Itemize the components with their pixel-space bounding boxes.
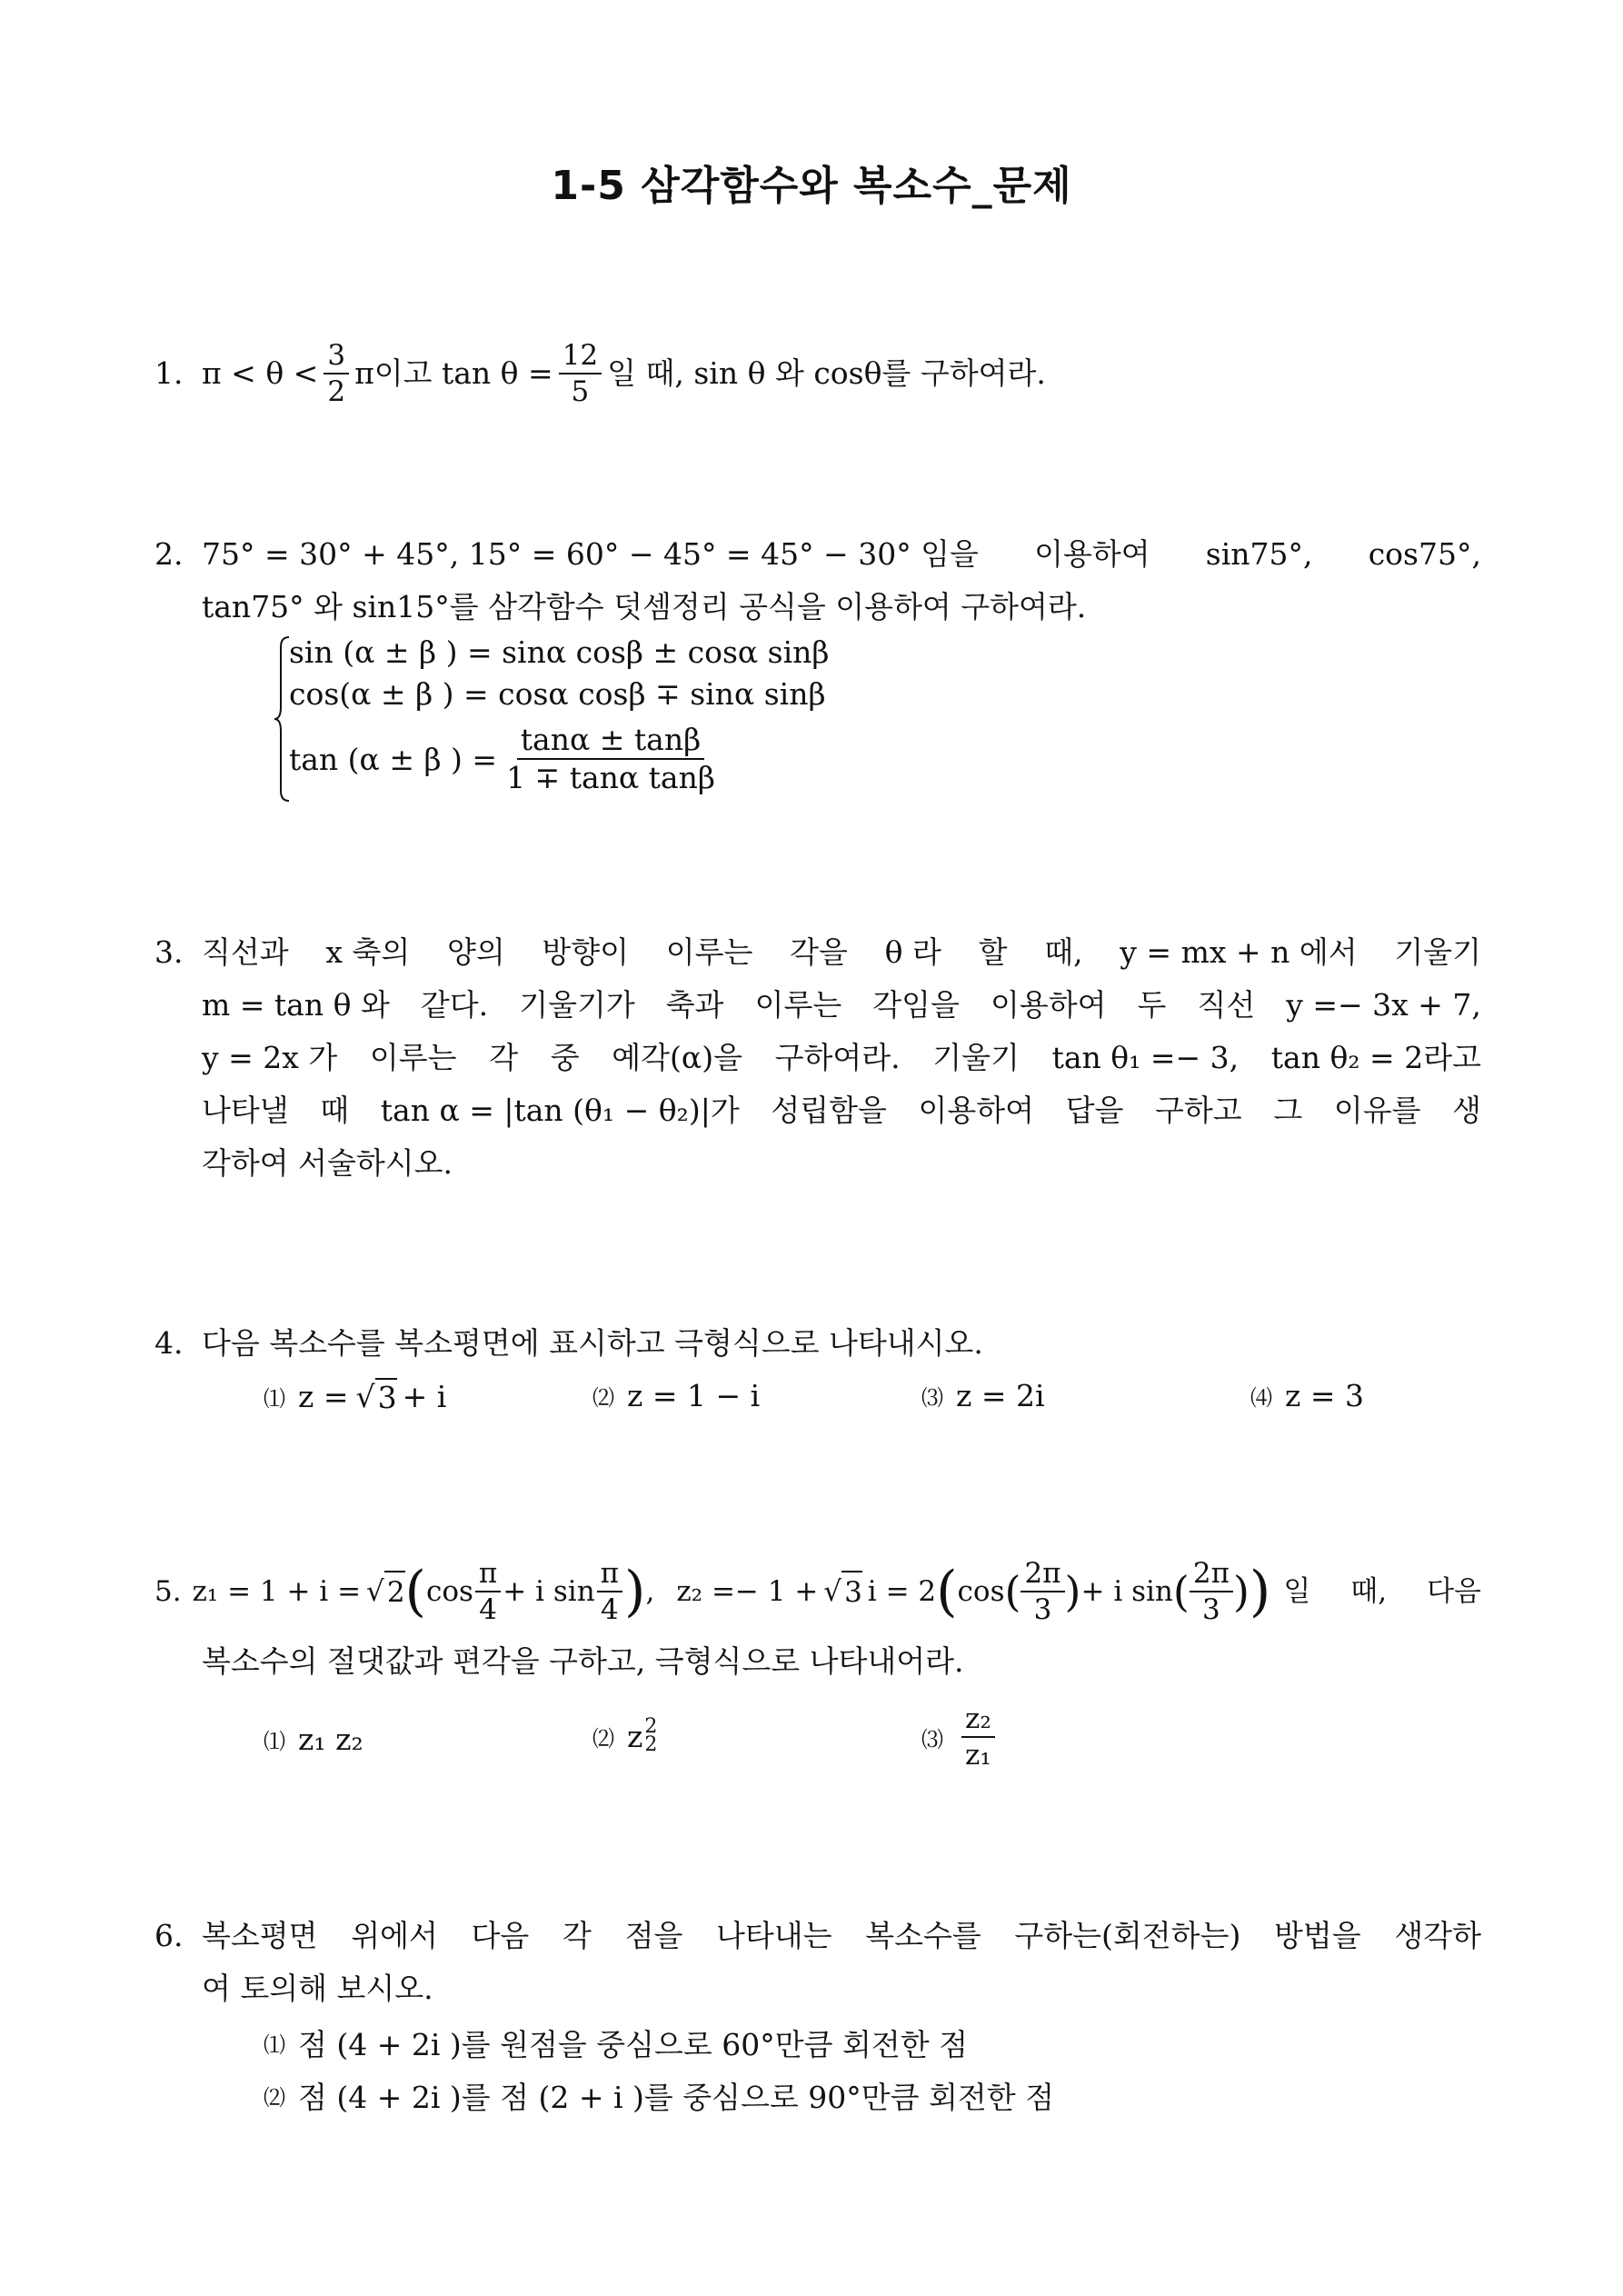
problem-4-item-3 [921, 1378, 1045, 1413]
word: 이루는 [754, 987, 842, 1023]
paren-open-icon: ( [404, 1560, 426, 1623]
problem-text: 다음 복소수를 복소평면에 표시하고 극형식으로 나타내시오. [202, 1325, 983, 1361]
numerator: π [597, 1556, 622, 1592]
math: cos [425, 1575, 473, 1608]
left-brace-icon [273, 634, 291, 804]
problem-number: 3. [154, 934, 184, 970]
word: 이유를 [1333, 1093, 1421, 1128]
fraction [559, 338, 602, 409]
script-stack [644, 1715, 658, 1756]
denominator: 4 [479, 1593, 497, 1626]
item-expr: + i [402, 1379, 447, 1414]
item-label: ⑶ [921, 1385, 943, 1411]
item-expr: z = 1 − i [627, 1378, 761, 1413]
word: 생각하 [1394, 1918, 1481, 1953]
word: 방법을 [1274, 1918, 1361, 1953]
word: 각임을 [872, 987, 960, 1023]
problem-text: cos75°, [1368, 536, 1481, 572]
numerator: z₂ [961, 1702, 995, 1738]
problem-text: 75° = 30° + 45°, 15° = 60° − 45° = 45° − 30° 임을 [202, 536, 979, 572]
problem-text: sin75°, [1205, 536, 1313, 572]
word: 다음 [1427, 1575, 1481, 1608]
problem-3-line-1 [154, 933, 1481, 973]
word: 각 [489, 1040, 519, 1075]
problem-text: 일 때, sin θ 와 cosθ를 구하여라. [607, 355, 1046, 391]
math: + i sin [503, 1575, 595, 1608]
denominator: 1 ∓ tanα tanβ [506, 760, 715, 795]
superscript: 2 [644, 1715, 658, 1738]
problem-text: 이용하여 [1034, 536, 1150, 572]
math: z₂ =− 1 + [676, 1575, 819, 1608]
item-label: ⑷ [1250, 1385, 1272, 1411]
word: tan α = |tan (θ₁ − θ₂)|가 [380, 1093, 740, 1128]
sqrt-sign-icon: √ [355, 1379, 375, 1414]
fraction [324, 338, 349, 409]
word: 구하고 [1155, 1093, 1242, 1128]
problem-3-line-2 [202, 985, 1481, 1025]
word: 기울기가 [519, 987, 635, 1023]
word: 이용하여 [918, 1093, 1035, 1128]
word: θ 라 [884, 934, 941, 970]
comma: , [645, 1575, 655, 1608]
word: 축과 [665, 987, 724, 1023]
problem-5-item-3 [921, 1702, 1001, 1772]
word: y =− 3x + 7, [1286, 987, 1481, 1023]
word: 양의 [446, 934, 505, 970]
radicand: 3 [841, 1571, 862, 1612]
denominator: z₁ [965, 1739, 991, 1772]
radicand: 3 [375, 1378, 397, 1415]
word: 일 [1283, 1575, 1311, 1608]
word: 구하는(회전하는) [1014, 1918, 1241, 1953]
problem-number: 4. [154, 1325, 184, 1361]
item-expr: z₁ z₂ [298, 1722, 363, 1757]
word: 직선 [1197, 987, 1256, 1023]
word: 직선과 [202, 934, 289, 970]
problem-2-line-2: tan75° 와 sin15°를 삼각함수 덧셈정리 공식을 이용하여 구하여라. [202, 589, 1087, 624]
word: 할 [978, 934, 1008, 970]
paren-close-icon: ) [624, 1560, 646, 1623]
denominator: 3 [1202, 1593, 1220, 1626]
item-label: ⑵ [592, 1385, 614, 1411]
math: i = 2 [867, 1575, 937, 1608]
word: 복소평면 [202, 1918, 318, 1953]
problem-5-item-2 [592, 1715, 658, 1756]
item-label: ⑴ [264, 2032, 285, 2058]
problem-6-item-1 [264, 2021, 968, 2064]
sqrt-sign-icon: √ [823, 1575, 842, 1608]
word: 같다. [420, 987, 489, 1023]
formula-sin-sum: sin (α ± β ) = sinα cosβ ± cosα sinβ [289, 634, 830, 670]
formula-lhs: tan (α ± β ) = [289, 741, 498, 777]
problem-number: 5. [154, 1575, 182, 1608]
word: 위에서 [351, 1918, 438, 1953]
denominator: 5 [571, 375, 590, 408]
math: z₁ = 1 + i = [192, 1575, 362, 1608]
word: 각을 [790, 934, 848, 970]
word: 다음 [471, 1918, 530, 1953]
problem-text: π이고 tan θ = [354, 355, 553, 391]
word: 이용하여 [990, 987, 1107, 1023]
problem-4-item-4 [1250, 1378, 1364, 1413]
item-label: ⑴ [264, 1386, 285, 1412]
fraction [1190, 1556, 1233, 1627]
word: 그 [1273, 1093, 1303, 1128]
word: y = mx + n 에서 [1120, 934, 1358, 970]
word: m = tan θ 와 [202, 987, 390, 1023]
paren-close-icon: ) [1064, 1567, 1081, 1616]
numerator: π [475, 1556, 501, 1592]
word: 나타내는 [716, 1918, 832, 1953]
radicand: 2 [384, 1571, 405, 1612]
item-text: 점 (4 + 2i )를 원점을 중심으로 60°만큼 회전한 점 [298, 2027, 969, 2062]
problem-2-line-1 [154, 534, 1481, 574]
numerator: 3 [324, 338, 349, 374]
word: 때, [1044, 934, 1083, 970]
word: 예각(α)을 [612, 1040, 742, 1075]
problem-number: 6. [154, 1918, 184, 1953]
word: 이루는 [665, 934, 753, 970]
problem-3-line-5: 각하여 서술하시오. [202, 1145, 453, 1181]
formula-tan-sum [289, 722, 724, 796]
denominator: 4 [600, 1593, 619, 1626]
math: cos [957, 1575, 1005, 1608]
word: 구하여라. [774, 1040, 901, 1075]
item-expr: z = [298, 1379, 349, 1414]
paren-close-icon: ) [1249, 1560, 1271, 1623]
word: 생 [1452, 1093, 1481, 1128]
sqrt-sign-icon: √ [366, 1575, 384, 1608]
fraction [503, 722, 719, 796]
fraction [1021, 1556, 1064, 1627]
item-text: 점 (4 + 2i )를 점 (2 + i )를 중심으로 90°만큼 회전한 점 [298, 2080, 1055, 2115]
math: + i sin [1080, 1575, 1173, 1608]
problem-5-line-1 [154, 1557, 1481, 1626]
item-label: ⑴ [264, 1729, 285, 1754]
problem-4-item-1 [264, 1378, 446, 1415]
word: 때 [320, 1093, 350, 1128]
problem-number: 1. [154, 355, 184, 391]
item-expr: z [627, 1718, 643, 1754]
item-label: ⑵ [264, 2085, 285, 2111]
word: tan θ₁ =− 3, [1051, 1040, 1240, 1075]
problem-6-line-1 [154, 1916, 1481, 1956]
formula-cos-sum: cos(α ± β ) = cosα cosβ ∓ sinα sinβ [289, 676, 826, 712]
item-expr: z = 2i [956, 1378, 1045, 1413]
problem-3-line-4 [202, 1091, 1481, 1131]
problem-3-line-3 [202, 1038, 1481, 1078]
item-label: ⑶ [921, 1726, 943, 1752]
word: 성립함을 [771, 1093, 887, 1128]
paren-open-icon: ( [1172, 1567, 1190, 1616]
denominator: 3 [1033, 1593, 1052, 1626]
problem-6-line-2: 여 토의해 보시오. [202, 1971, 433, 2006]
word: 나타낼 [202, 1093, 289, 1128]
word: 답을 [1065, 1093, 1124, 1128]
word: 방향이 [542, 934, 630, 970]
problem-5-line-2: 복소수의 절댓값과 편각을 구하고, 극형식으로 나타내어라. [202, 1643, 964, 1679]
word: 중 [550, 1040, 580, 1075]
problem-number: 2. [154, 536, 184, 572]
numerator: tanα ± tanβ [517, 722, 704, 760]
paren-open-icon: ( [936, 1560, 958, 1623]
word: 때, [1350, 1575, 1388, 1608]
problem-text: π < θ < [202, 355, 319, 391]
item-label: ⑵ [592, 1725, 614, 1752]
paren-close-icon: ) [1232, 1567, 1250, 1616]
problem-4-item-2 [592, 1378, 760, 1413]
word: 점을 [624, 1918, 683, 1953]
word: 이루는 [369, 1040, 457, 1075]
word: tan θ₂ = 2라고 [1270, 1040, 1481, 1075]
item-expr: z = 3 [1285, 1378, 1365, 1413]
word: x 축의 [325, 934, 411, 970]
denominator: 2 [327, 375, 346, 408]
word: 각 [562, 1918, 592, 1953]
numerator: 2π [1021, 1556, 1064, 1592]
word: 두 [1137, 987, 1167, 1023]
problem-4 [154, 1323, 1481, 1363]
word: y = 2x 가 [202, 1040, 338, 1075]
numerator: 2π [1190, 1556, 1233, 1592]
word: 기울기 [1394, 934, 1481, 970]
problem-5-item-1 [264, 1722, 363, 1757]
fraction [961, 1702, 995, 1772]
problem-6-item-2 [264, 2074, 1054, 2117]
word: 기울기 [932, 1040, 1020, 1075]
fraction [475, 1556, 501, 1627]
page-title: 1-5 삼각함수와 복소수_문제 [551, 163, 1072, 209]
problem-1 [154, 338, 1481, 409]
numerator: 12 [559, 338, 602, 374]
word: 복소수를 [865, 1918, 981, 1953]
paren-open-icon: ( [1004, 1567, 1021, 1616]
fraction [597, 1556, 622, 1627]
subscript: 2 [644, 1733, 658, 1756]
